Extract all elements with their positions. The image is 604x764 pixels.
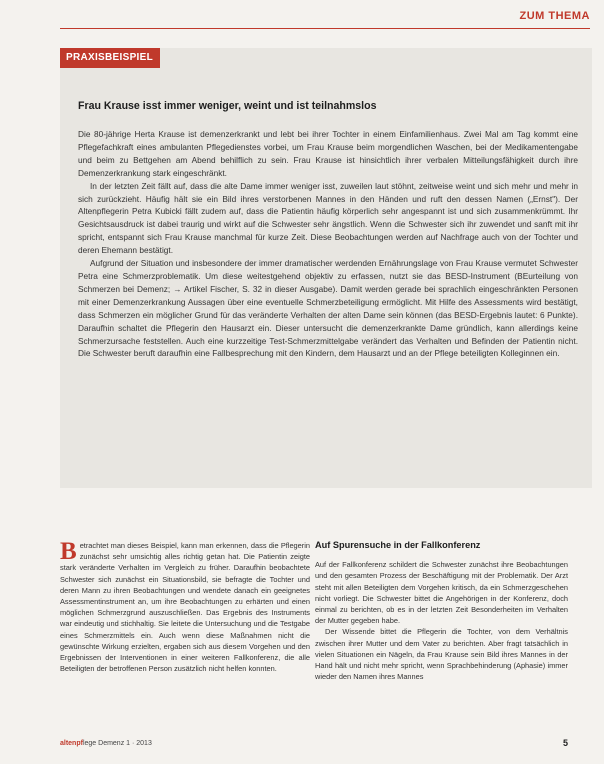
- left-column-text: etrachtet man dieses Beispiel, kann man erkennen, dass die Pflegerin zunächst sehr umsichtig alles richtig getan hat. Die Patientin zeigte stark veränderte Verhalten im Vergleich zu früher. Daraufhin beobachtete Schwester sich zunächst ein Situationsbild, sie befragte die Tochter und deren Mann zu ihren Beobachtungen und wendete danach ein geeignetes Assessmentinstrument an, um ihre Beobachtungen zu erhärten und einen möglichen Schmerzgrund auszuschließen. Das Ergebnis des Instruments war eindeutig und stichhaltig. Sie leitete die Untersuchung und die Testgabe eines Schmerzmittels ein. Auch wenn diese Maßnahmen nicht die gewünschte Wirkung erzielten, ergaben sich aus diesem Vorgehen und den Ergebnissen der Interventionen in einer weiteren Fallkonferenz, die alle Beteiligten der betroffenen Person zusätzlich nicht helfen konnten.: [60, 541, 310, 674]
- drop-cap: B: [60, 538, 77, 565]
- box-title: Frau Krause isst immer weniger, weint und ist teilnahmslos: [78, 100, 377, 112]
- page-number: 5: [562, 738, 568, 748]
- section-label: ZUM THEMA: [519, 10, 590, 22]
- journal-prefix: altenpf: [60, 740, 83, 747]
- left-column: [60, 540, 310, 674]
- right-column-paragraph: Der Wissende bittet die Pflegerin die Tochter, von dem Verhältnis zwischen ihrer Mutter und dem Vater zu berichten. Aber fragt tatsächlich in vielen Situationen ein Nägeln, da Frau Krause sein Bild ihres Mannes in der Hand hält und nicht mehr spricht, wenn Sprachbehinderung (Aphasie) immer wieder den Namen ihres Mannes: [315, 627, 568, 682]
- box-tab-label: PRAXISBEISPIEL: [60, 48, 160, 68]
- footer-journal: [60, 740, 152, 747]
- journal-issue: 1 · 2013: [126, 740, 152, 747]
- right-column-paragraph: Auf der Fallkonferenz schildert die Schwester zunächst ihre Beobachtungen und den gesamten Prozess der Beschäftigung mit der Problematik. Der Arzt steht mit allen Beteiligten dem Vorgehen kritisch, da ein Schmerzgeschehen nicht vorliegt. Die Schwester bittet die Angehörigen in der Konferenz, doch einmal zu berichten, ob es in der letzten Zeit Besonderheiten im Verhalten der Mutter gegeben habe.: [315, 560, 568, 626]
- box-paragraph: Aufgrund der Situation und insbesondere der immer dramatischer werdenden Ernährungslage von Frau Krause vermutet Schwester Petra eine Schmerzproblematik. Um diese weitestgehend objektiv zu erfassen, nutzt sie das BESD-Instrument (BEurteilung von Schmerzen bei Demenz; → Artikel Fischer, S. 32 in dieser Ausgabe). Damit werden gerade bei sprachlich eingeschränkten Personen mit einer Demenzerkrankung Aussagen über eine eventuelle Schmerzbeteiligung ermöglicht. Mit Hilfe des Assessments wird bestätigt, dass Schmerzen ein möglicher Grund für das veränderte Verhalten der alten Dame sein können (das BESD-Ergebnis lautet: 6 Punkte). Daraufhin schaltet die Pflegerin den Hausarzt ein. Dieser untersucht die demenzerkrankte Dame gründlich, kann allerdings keine Schmerzursache feststellen. Auch eine kurzzeitige Test-Schmerzmittelgabe verändert das Verhalten und Befinden der Patientin nicht. Die Schwester beruft daraufhin eine Fallbesprechung mit den Kindern, dem Hausarzt und an der Pflege beteiligten Kolleginnen ein.: [78, 258, 578, 359]
- practice-example-box: [60, 48, 592, 488]
- right-column: [315, 540, 568, 682]
- journal-rest: lege Demenz: [82, 740, 125, 747]
- box-paragraph: Die 80-jährige Herta Krause ist demenzerkrankt und lebt bei ihrer Tochter in einem Einfamilienhaus. Zwei Mal am Tag kommt eine Pflegefachkraft eines ambulanten Pflegedienstes vorbei, um Frau Krause beim morgendlichen Waschen, bei der Medikamentengabe und beim zu Bettgehen am Abend behilflich zu sein. Frau Krause ist hinsichtlich ihrer verbalen Mitteilungsfähigkeit durch ihre Demenzerkrankung stark eingeschränkt.: [78, 129, 578, 178]
- box-body: [78, 128, 578, 360]
- right-column-heading: Auf Spurensuche in der Fallkonferenz: [315, 540, 481, 550]
- box-paragraph: In der letzten Zeit fällt auf, dass die alte Dame immer weniger isst, zuweilen laut stöhnt, zeitweise weint und sich mehr und mehr in sich zurückzieht. Häufig hält sie ein Bild ihres verstorbenen Mannes in den Händen und ruft den dessen Namen („Ernst"). Der Altenpflegerin Petra Kubicki fällt zudem auf, dass die Patientin häufig körperlich sehr angespannt ist und sich zusammenkrümmt. Ihr Gesichtsausdruck ist dabei traurig und wirkt auf die Schwester sehr ängstlich. Wenn die Schwester sich ihr zuwendet und sanft mit ihr spricht, entspannt sich Frau Krause manchmal für kurze Zeit. Diese Beobachtungen werden auf Nachfrage auch von der Tochter und deren Ehemann bestätigt.: [78, 180, 578, 256]
- section-rule: [60, 28, 590, 29]
